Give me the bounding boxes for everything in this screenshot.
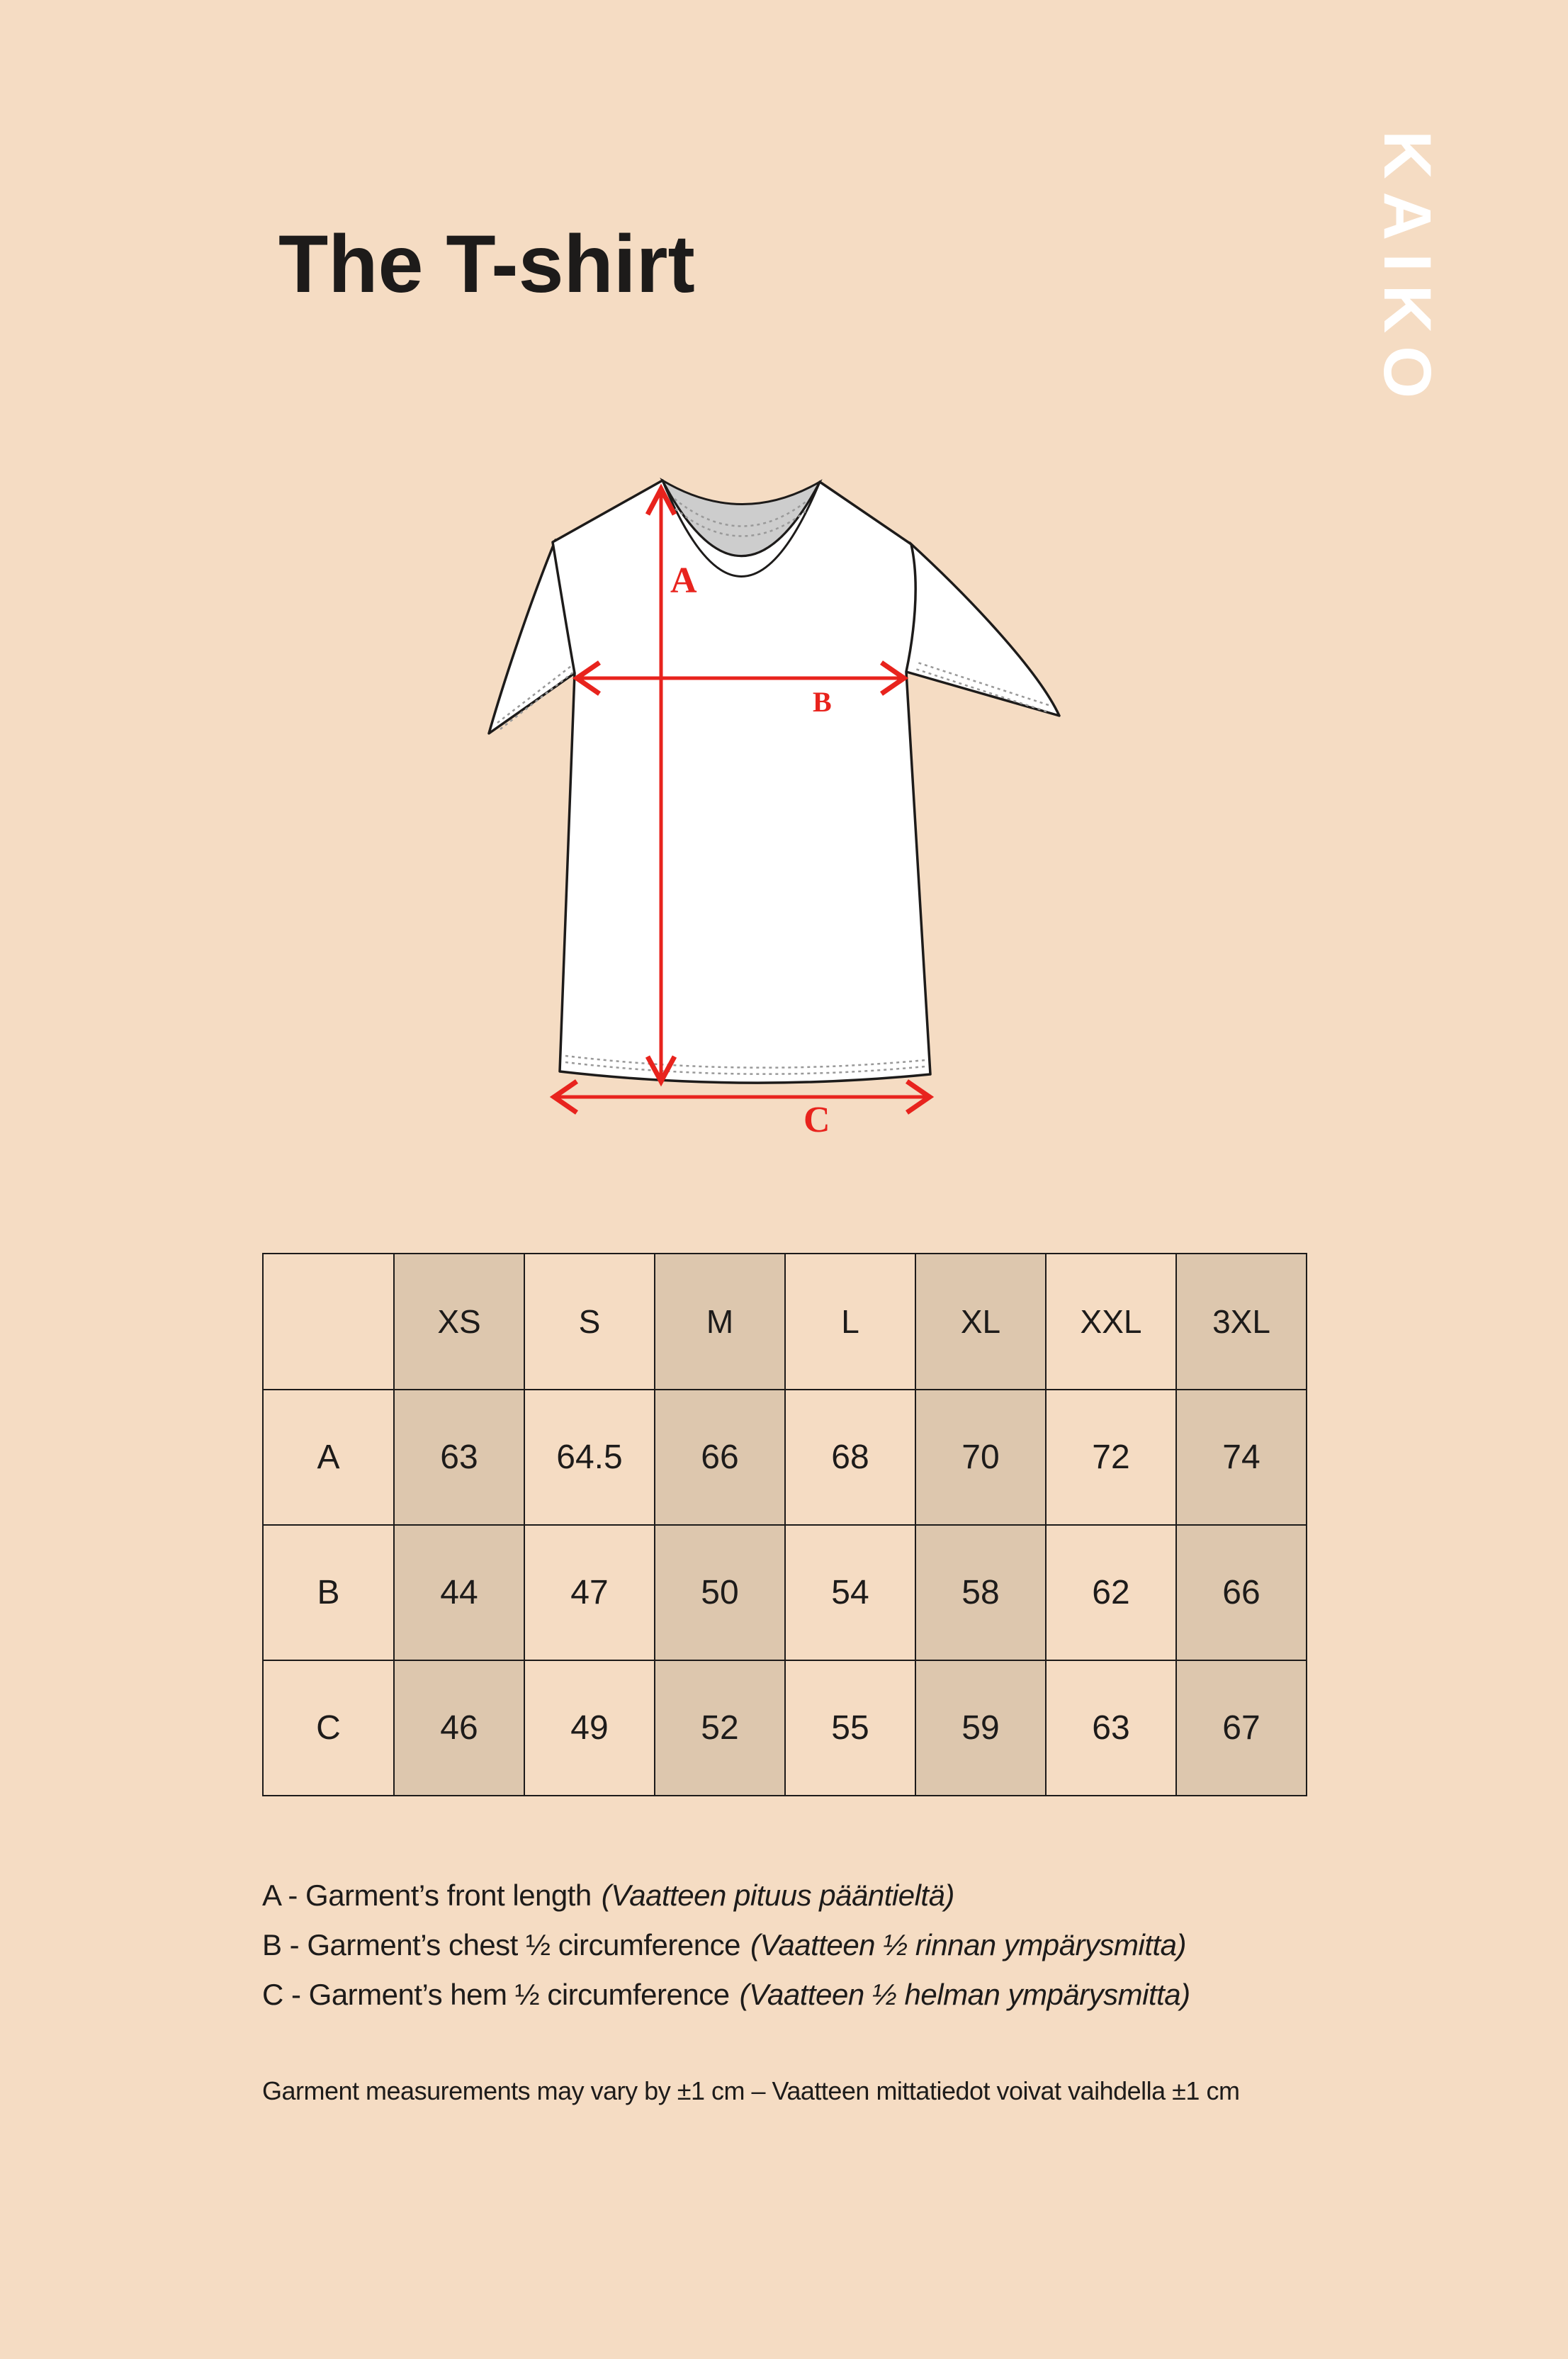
size-value-cell: 64.5 [524,1390,655,1525]
size-value-cell: 54 [785,1525,915,1660]
measure-a-label: A [670,561,697,601]
size-value-cell: 66 [655,1390,785,1525]
size-value-cell: 55 [785,1660,915,1796]
brand-logo: KAIKO [1370,130,1445,412]
size-header-xs: XS [394,1254,524,1390]
corner-cell [263,1254,394,1390]
legend-line-a-en: A - Garment’s front length [262,1879,592,1912]
legend-line-a [262,1871,1190,1920]
legend-line-c [262,1970,1190,2020]
legend-line-a-fi: (Vaatteen pituus pääntieltä) [601,1879,954,1912]
table-row-c [263,1660,1307,1796]
size-value-cell: 62 [1046,1525,1176,1660]
measure-legend [262,1871,1190,2020]
size-value-cell: 68 [785,1390,915,1525]
size-value-cell: 58 [915,1525,1046,1660]
size-value-cell: 66 [1176,1525,1307,1660]
size-header-xl: XL [915,1254,1046,1390]
row-label-cell: B [263,1525,394,1660]
size-value-cell: 72 [1046,1390,1176,1525]
legend-line-c-en: C - Garment’s hem ½ circumference [262,1978,730,2011]
size-value-cell: 46 [394,1660,524,1796]
size-header-xxl: XXL [1046,1254,1176,1390]
disclaimer-text: Garment measurements may vary by ±1 cm – Vaatteen mittatiedot voivat vaihdella ±1 cm [262,2076,1240,2105]
size-value-cell: 67 [1176,1660,1307,1796]
legend-line-b-en: B - Garment’s chest ½ circumference [262,1928,740,1961]
tshirt-diagram [461,454,1077,1134]
size-value-cell: 59 [915,1660,1046,1796]
size-header-l: L [785,1254,915,1390]
tshirt-right-sleeve [906,543,1059,716]
size-header-s: S [524,1254,655,1390]
size-value-cell: 63 [394,1390,524,1525]
size-value-cell: 52 [655,1660,785,1796]
size-value-cell: 63 [1046,1660,1176,1796]
table-row-b [263,1525,1307,1660]
legend-line-b-fi: (Vaatteen ½ rinnan ympärysmitta) [750,1928,1187,1961]
size-table-header-row [263,1254,1307,1390]
page-title: The T-shirt [278,219,695,310]
size-table [262,1253,1307,1796]
row-label-cell: C [263,1660,394,1796]
measure-b-label: B [813,686,832,718]
table-row-a [263,1390,1307,1525]
size-value-cell: 47 [524,1525,655,1660]
measure-c-label: C [803,1100,830,1134]
row-label-cell: A [263,1390,394,1525]
size-value-cell: 70 [915,1390,1046,1525]
legend-line-b [262,1920,1190,1970]
size-header-3xl: 3XL [1176,1254,1307,1390]
size-header-m: M [655,1254,785,1390]
size-value-cell: 50 [655,1525,785,1660]
size-value-cell: 44 [394,1525,524,1660]
size-value-cell: 74 [1176,1390,1307,1525]
tshirt-body [553,480,930,1083]
size-value-cell: 49 [524,1660,655,1796]
legend-line-c-fi: (Vaatteen ½ helman ympärysmitta) [739,1978,1190,2011]
